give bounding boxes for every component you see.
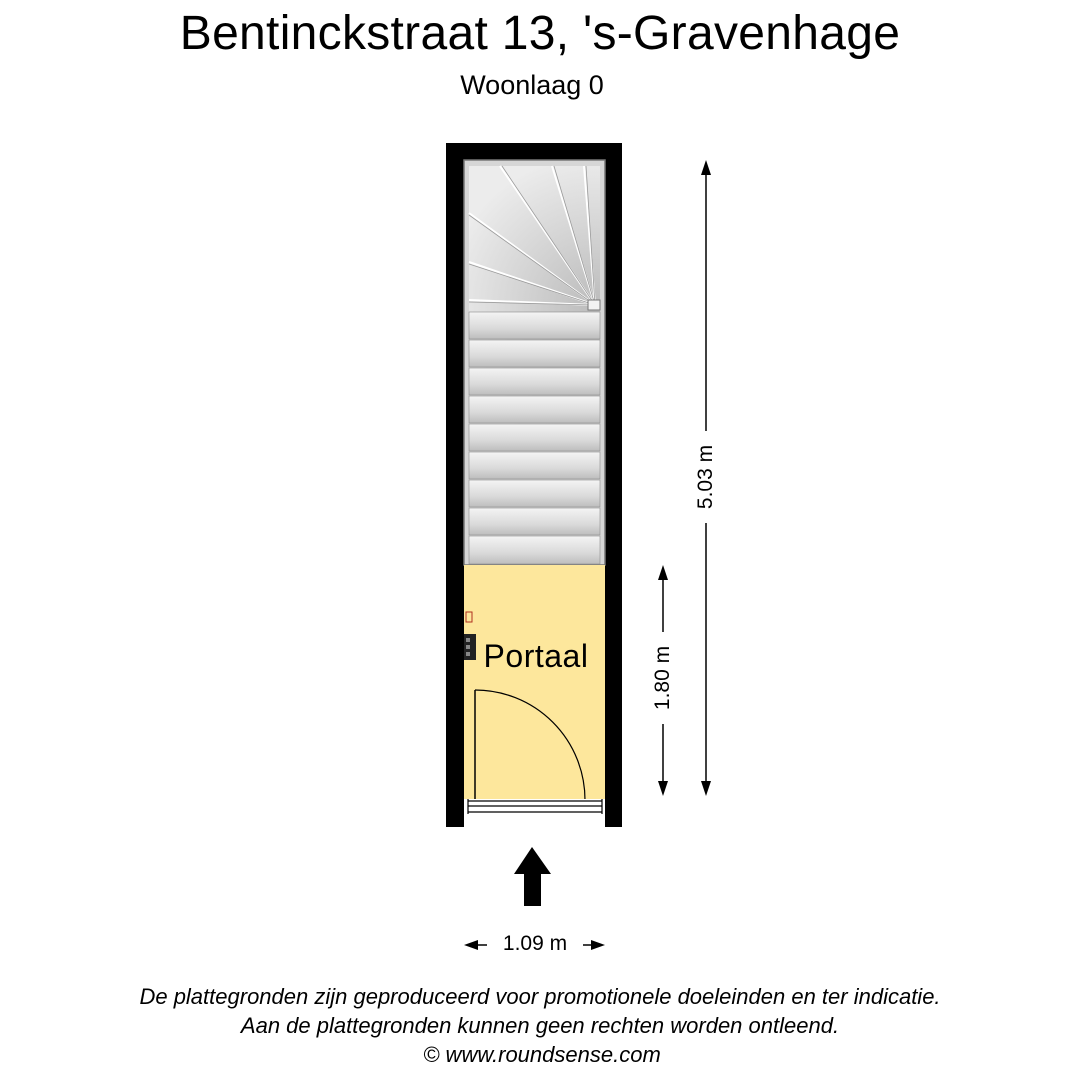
dimension-width: 1.09 m — [487, 932, 583, 956]
entrance-threshold — [446, 799, 622, 827]
room-portaal — [464, 565, 605, 799]
disclaimer-line-2: Aan de plattegronden kunnen geen rechten worden ontleend. — [240, 1013, 840, 1038]
floor-level-label: Woonlaag 0 — [460, 70, 604, 100]
copyright-link[interactable]: © www.roundsense.com — [423, 1042, 661, 1067]
staircase-icon — [464, 160, 605, 565]
page-title: Bentinckstraat 13, 's-Gravenhage — [179, 7, 901, 60]
dimension-total-depth: 5.03 m — [694, 431, 718, 523]
dimension-room-depth: 1.80 m — [651, 632, 675, 724]
room-label-portaal: Portaal — [483, 638, 589, 674]
stair-treads — [469, 312, 600, 564]
disclaimer-line-1: De plattegronden zijn geproduceerd voor promotionele doeleinden en ter indicatie. — [139, 984, 941, 1009]
entrance-arrow-icon — [514, 847, 551, 906]
